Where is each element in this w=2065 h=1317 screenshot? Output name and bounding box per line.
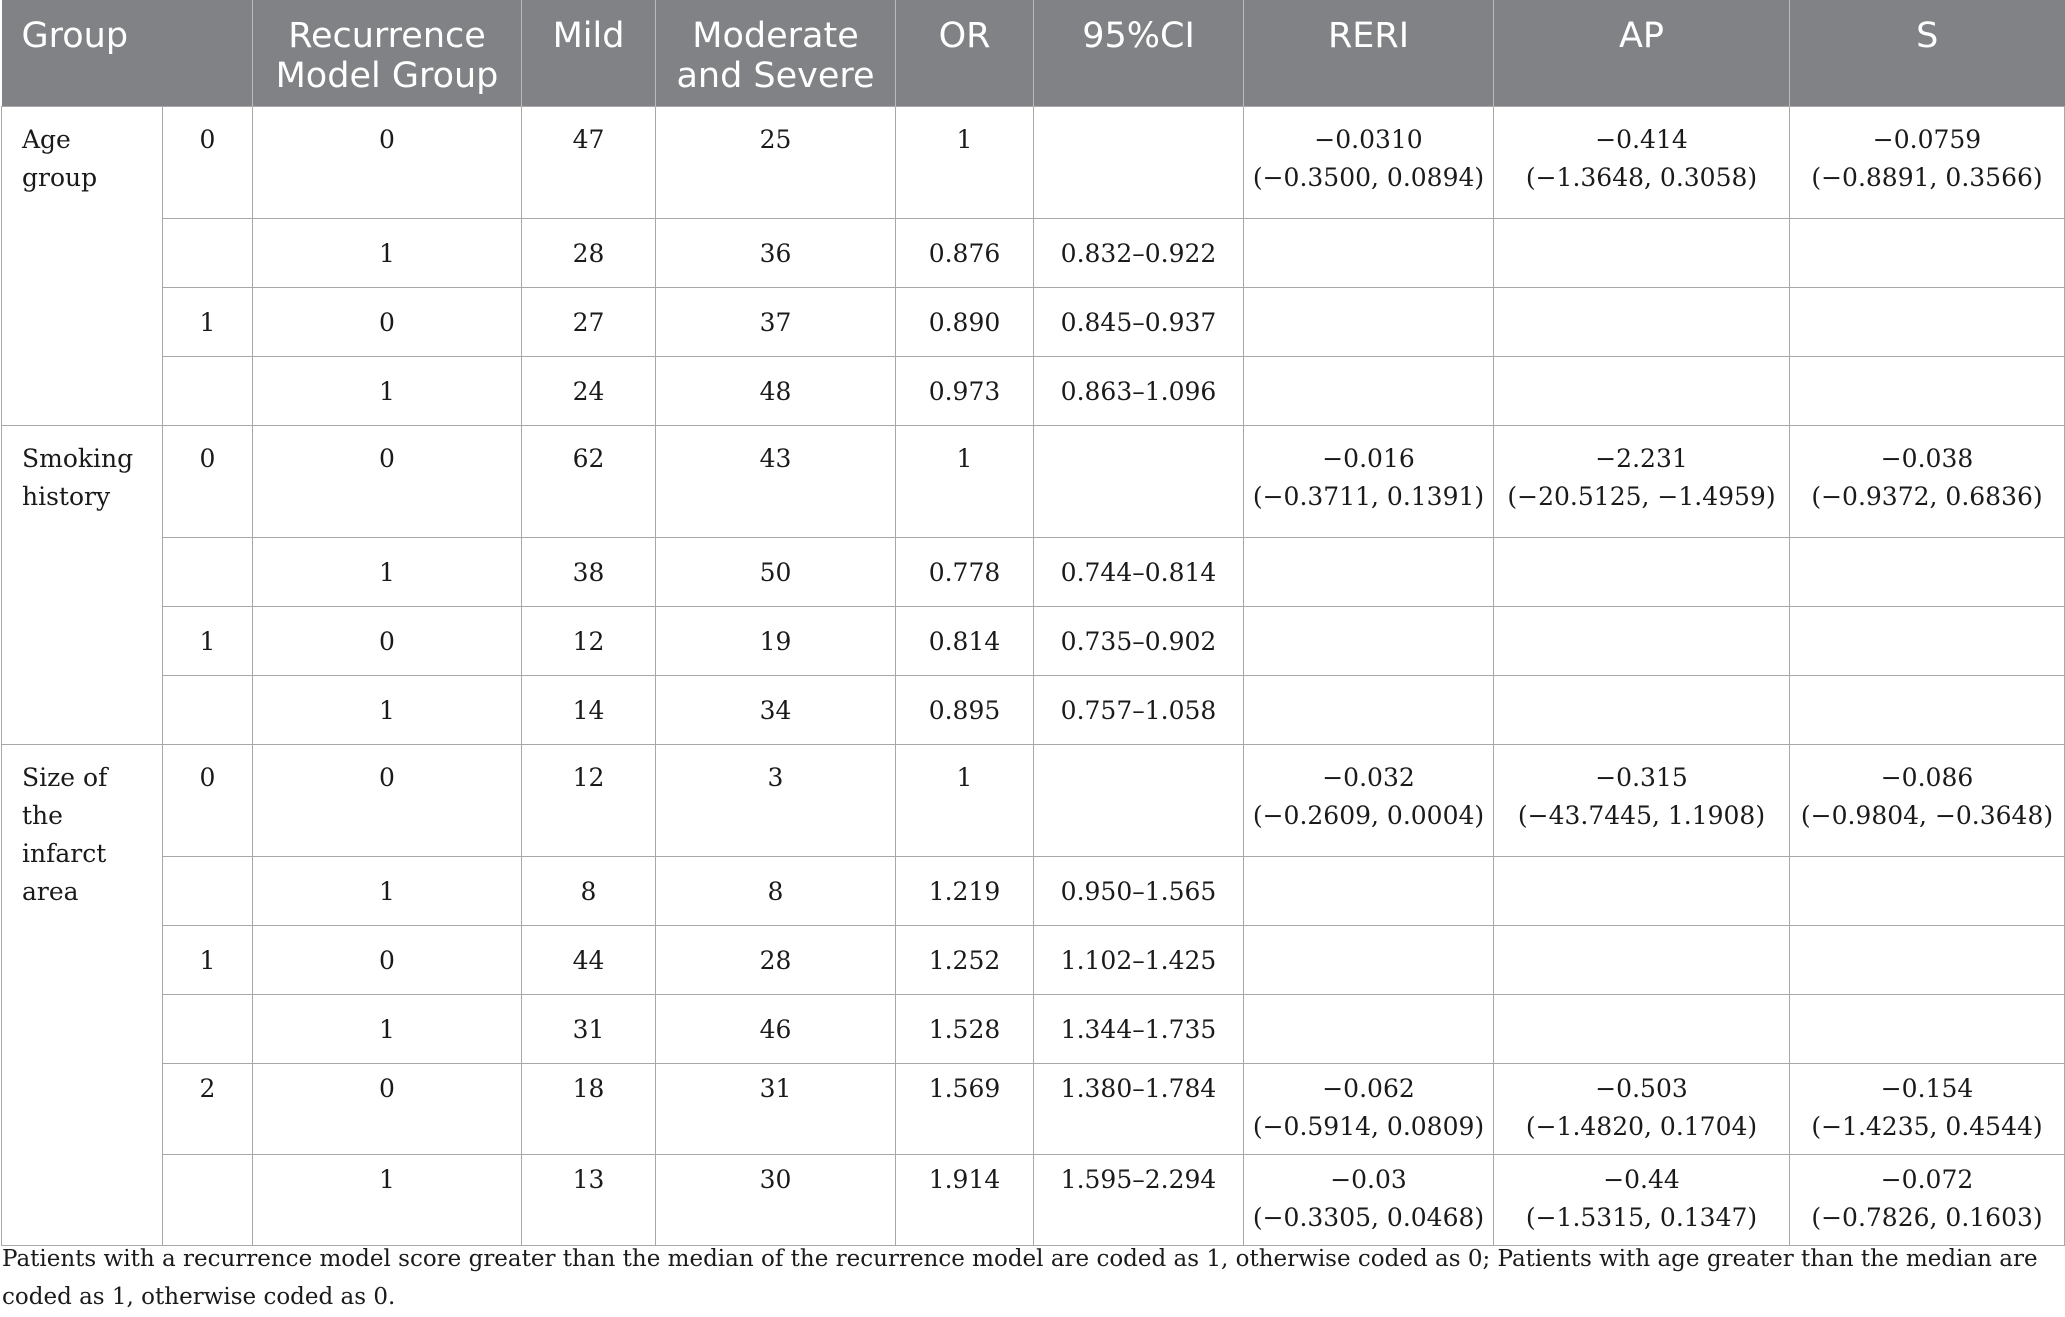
footnote: Patients with a recurrence model score greater than the median of the recurrence model are coded as 1, otherwise coded as 0; Patients with age greater than the median are coded as 1, otherwise coded as 0. [2,1246,2038,1310]
moderate-severe-cell: 25 [656,107,896,219]
model-group-cell: 0 [253,607,522,676]
reri-cell [1244,607,1494,676]
level-cell: 1 [163,926,253,995]
ap-cell: −2.231 (−20.5125, −1.4959) [1494,426,1790,538]
table-row [2,426,2065,538]
reri-cell: −0.03 (−0.3305, 0.0468) [1244,1155,1494,1246]
or-cell: 1 [896,426,1034,538]
ci-cell: 1.102–1.425 [1034,926,1244,995]
ci-cell: 0.950–1.565 [1034,857,1244,926]
table-row [2,745,2065,857]
mild-cell: 8 [522,857,656,926]
ap-cell: −0.315 (−43.7445, 1.1908) [1494,745,1790,857]
or-cell: 1.914 [896,1155,1034,1246]
ci-cell: 1.380–1.784 [1034,1064,1244,1155]
table-row [2,357,2065,426]
s-cell [1790,857,2065,926]
ci-cell: 1.595–2.294 [1034,1155,1244,1246]
header-95ci: 95%CI [1034,0,1244,107]
table-row [2,995,2065,1064]
level-cell: 0 [163,745,253,857]
level-cell [163,676,253,745]
model-group-cell: 1 [253,219,522,288]
reri-cell [1244,857,1494,926]
mild-cell: 62 [522,426,656,538]
s-cell: −0.086 (−0.9804, −0.3648) [1790,745,2065,857]
moderate-severe-cell: 3 [656,745,896,857]
model-group-cell: 1 [253,1155,522,1246]
level-cell [163,1155,253,1246]
reri-cell [1244,995,1494,1064]
or-cell: 1 [896,745,1034,857]
moderate-severe-cell: 46 [656,995,896,1064]
table-row [2,676,2065,745]
ap-cell: −0.414 (−1.3648, 0.3058) [1494,107,1790,219]
reri-cell: −0.062 (−0.5914, 0.0809) [1244,1064,1494,1155]
ci-cell: 0.757–1.058 [1034,676,1244,745]
s-cell [1790,219,2065,288]
level-cell [163,357,253,426]
s-cell [1790,288,2065,357]
mild-cell: 31 [522,995,656,1064]
or-cell: 0.876 [896,219,1034,288]
s-cell [1790,357,2065,426]
table-row [2,288,2065,357]
group-name-cell: Age group [2,107,163,426]
header-or: OR [896,0,1034,107]
ci-cell [1034,745,1244,857]
ap-cell [1494,926,1790,995]
ap-cell: −0.44 (−1.5315, 0.1347) [1494,1155,1790,1246]
mild-cell: 14 [522,676,656,745]
s-cell: −0.072 (−0.7826, 0.1603) [1790,1155,2065,1246]
header-s: S [1790,0,2065,107]
moderate-severe-cell: 50 [656,538,896,607]
s-cell: −0.154 (−1.4235, 0.4544) [1790,1064,2065,1155]
reri-cell [1244,538,1494,607]
reri-cell [1244,357,1494,426]
moderate-severe-cell: 37 [656,288,896,357]
ap-cell: −0.503 (−1.4820, 0.1704) [1494,1064,1790,1155]
model-group-cell: 0 [253,107,522,219]
model-group-cell: 1 [253,676,522,745]
s-cell [1790,607,2065,676]
level-cell: 1 [163,288,253,357]
ci-cell [1034,107,1244,219]
reri-cell [1244,926,1494,995]
s-cell: −0.0759 (−0.8891, 0.3566) [1790,107,2065,219]
table-row [2,926,2065,995]
ap-cell [1494,357,1790,426]
or-cell: 1.528 [896,995,1034,1064]
level-cell: 2 [163,1064,253,1155]
model-group-cell: 1 [253,538,522,607]
ci-cell: 0.735–0.902 [1034,607,1244,676]
or-cell: 1.252 [896,926,1034,995]
reri-cell [1244,676,1494,745]
or-cell: 0.973 [896,357,1034,426]
reri-cell [1244,288,1494,357]
ci-cell: 0.832–0.922 [1034,219,1244,288]
or-cell: 1.219 [896,857,1034,926]
or-cell: 0.895 [896,676,1034,745]
level-cell [163,538,253,607]
table-row [2,219,2065,288]
header-row [2,0,2065,107]
reri-cell: −0.032 (−0.2609, 0.0004) [1244,745,1494,857]
ap-cell [1494,607,1790,676]
mild-cell: 18 [522,1064,656,1155]
level-cell: 1 [163,607,253,676]
mild-cell: 12 [522,607,656,676]
group-name-cell: Smoking history [2,426,163,745]
header-ap: AP [1494,0,1790,107]
level-cell: 0 [163,426,253,538]
ap-cell [1494,857,1790,926]
header-reri: RERI [1244,0,1494,107]
moderate-severe-cell: 31 [656,1064,896,1155]
table-row [2,1064,2065,1155]
header-mild: Mild [522,0,656,107]
moderate-severe-cell: 19 [656,607,896,676]
model-group-cell: 1 [253,995,522,1064]
mild-cell: 24 [522,357,656,426]
reri-cell [1244,219,1494,288]
moderate-severe-cell: 8 [656,857,896,926]
moderate-severe-cell: 43 [656,426,896,538]
s-cell: −0.038 (−0.9372, 0.6836) [1790,426,2065,538]
s-cell [1790,995,2065,1064]
ap-cell [1494,219,1790,288]
mild-cell: 13 [522,1155,656,1246]
group-name-cell: Size of the infarct area [2,745,163,1246]
ap-cell [1494,995,1790,1064]
table-row [2,857,2065,926]
header-group: Group [2,0,253,107]
ci-cell: 1.344–1.735 [1034,995,1244,1064]
table-row [2,538,2065,607]
model-group-cell: 0 [253,288,522,357]
table-row [2,607,2065,676]
ci-cell: 0.744–0.814 [1034,538,1244,607]
or-cell: 0.890 [896,288,1034,357]
s-cell [1790,926,2065,995]
level-cell [163,995,253,1064]
table-body [2,107,2065,1246]
moderate-severe-cell: 48 [656,357,896,426]
ap-cell [1494,538,1790,607]
header-moderate-severe: Moderate and Severe [656,0,896,107]
model-group-cell: 0 [253,426,522,538]
mild-cell: 44 [522,926,656,995]
mild-cell: 47 [522,107,656,219]
ci-cell: 0.845–0.937 [1034,288,1244,357]
moderate-severe-cell: 36 [656,219,896,288]
table-row [2,107,2065,219]
ci-cell [1034,426,1244,538]
or-cell: 1.569 [896,1064,1034,1155]
reri-cell: −0.0310 (−0.3500, 0.0894) [1244,107,1494,219]
level-cell [163,219,253,288]
model-group-cell: 1 [253,857,522,926]
model-group-cell: 1 [253,357,522,426]
results-table [1,0,2065,1246]
ap-cell [1494,676,1790,745]
moderate-severe-cell: 30 [656,1155,896,1246]
mild-cell: 12 [522,745,656,857]
header-recurrence-model-group: Recurrence Model Group [253,0,522,107]
or-cell: 1 [896,107,1034,219]
model-group-cell: 0 [253,926,522,995]
mild-cell: 28 [522,219,656,288]
model-group-cell: 0 [253,745,522,857]
level-cell [163,857,253,926]
mild-cell: 27 [522,288,656,357]
moderate-severe-cell: 34 [656,676,896,745]
table-row [2,1155,2065,1246]
s-cell [1790,538,2065,607]
model-group-cell: 0 [253,1064,522,1155]
ap-cell [1494,288,1790,357]
level-cell: 0 [163,107,253,219]
s-cell [1790,676,2065,745]
moderate-severe-cell: 28 [656,926,896,995]
reri-cell: −0.016 (−0.3711, 0.1391) [1244,426,1494,538]
ci-cell: 0.863–1.096 [1034,357,1244,426]
mild-cell: 38 [522,538,656,607]
or-cell: 0.814 [896,607,1034,676]
or-cell: 0.778 [896,538,1034,607]
